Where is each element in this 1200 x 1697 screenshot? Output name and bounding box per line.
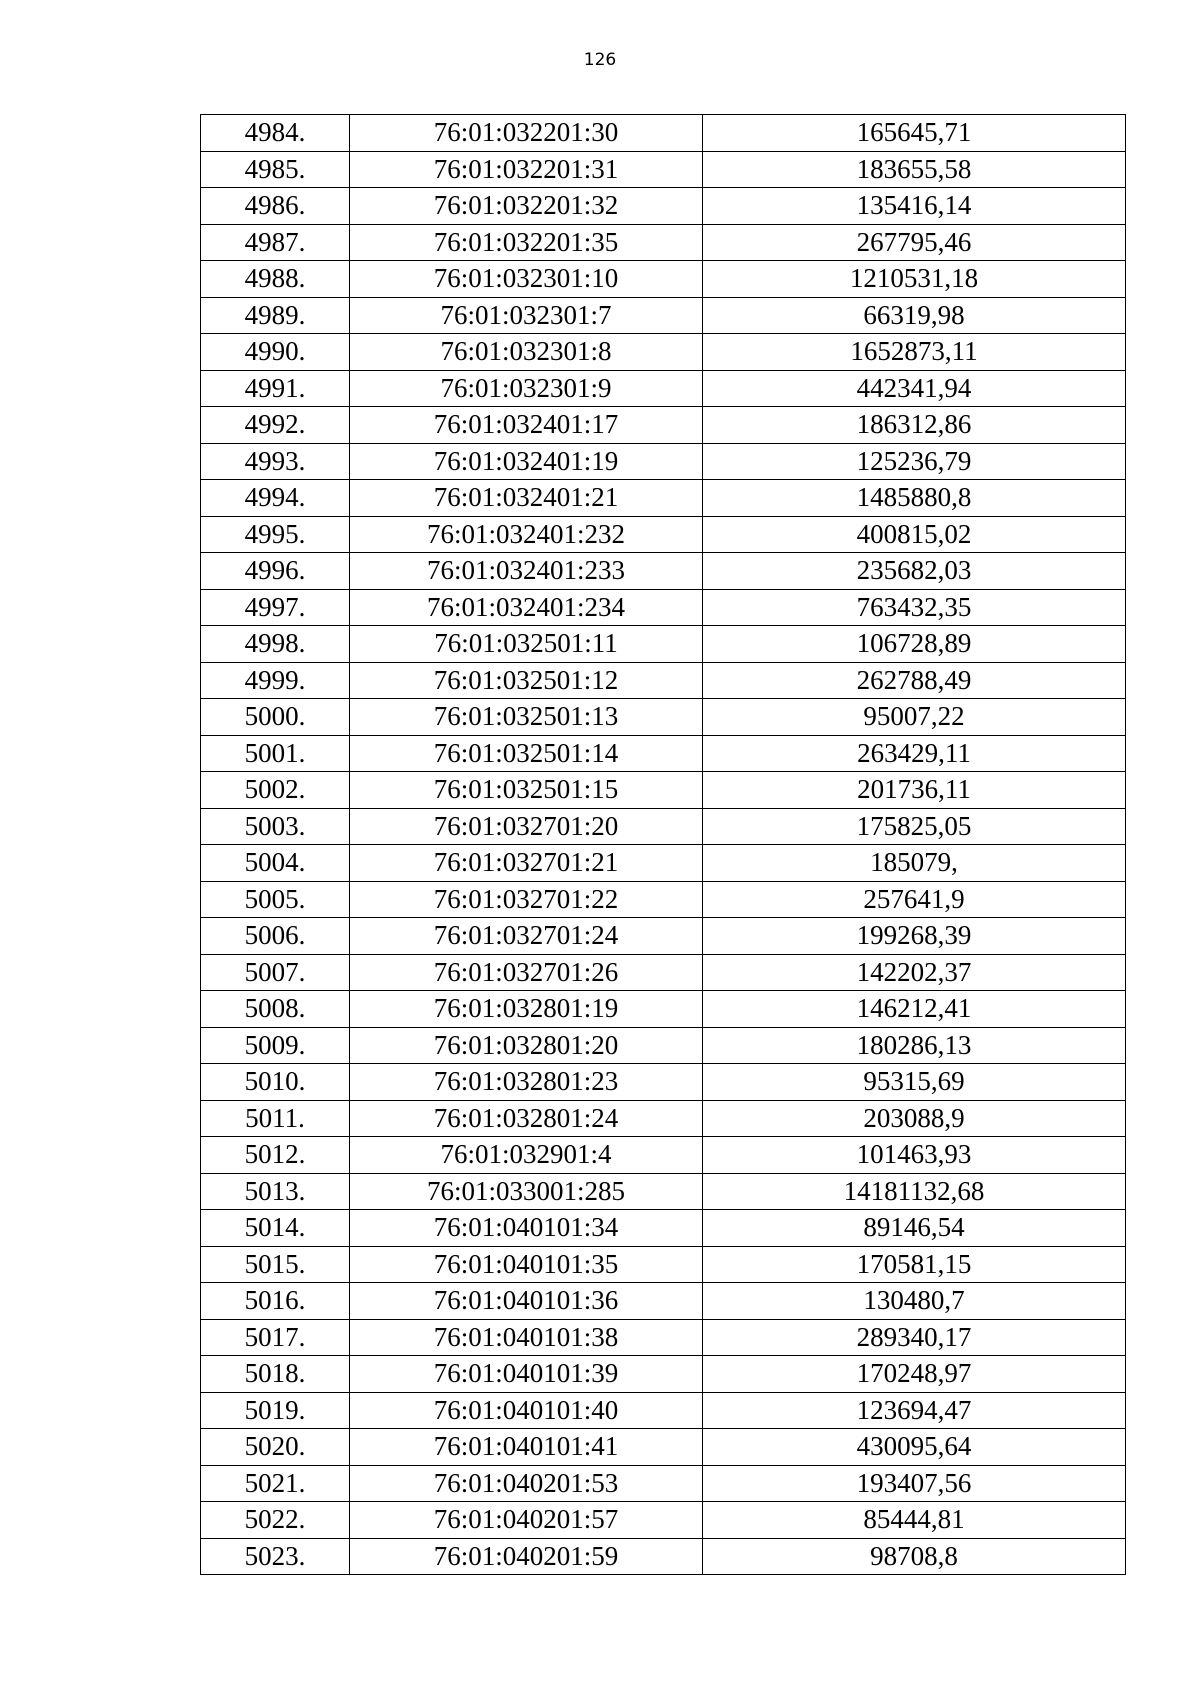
row-number-cell: 4994. xyxy=(201,480,350,517)
table-row xyxy=(201,224,1126,261)
cadastral-number-cell: 76:01:032901:4 xyxy=(350,1137,703,1174)
cadastral-number-cell: 76:01:032301:10 xyxy=(350,261,703,298)
cadastral-number-cell: 76:01:032501:11 xyxy=(350,626,703,663)
table-row xyxy=(201,1246,1126,1283)
row-number-cell: 4998. xyxy=(201,626,350,663)
row-number-cell: 5019. xyxy=(201,1392,350,1429)
row-number-cell: 5015. xyxy=(201,1246,350,1283)
table-row xyxy=(201,1538,1126,1575)
table-row xyxy=(201,1319,1126,1356)
table-body xyxy=(201,115,1126,1575)
cadastral-number-cell: 76:01:040201:53 xyxy=(350,1465,703,1502)
cadastral-value-cell: 146212,41 xyxy=(703,991,1126,1028)
cadastral-number-cell: 76:01:032801:20 xyxy=(350,1027,703,1064)
table-row xyxy=(201,407,1126,444)
table-row xyxy=(201,1210,1126,1247)
cadastral-value-cell: 106728,89 xyxy=(703,626,1126,663)
table-row xyxy=(201,1137,1126,1174)
table-row xyxy=(201,480,1126,517)
cadastral-value-cell: 400815,02 xyxy=(703,516,1126,553)
cadastral-number-cell: 76:01:040101:36 xyxy=(350,1283,703,1320)
cadastral-value-cell: 186312,86 xyxy=(703,407,1126,444)
cadastral-value-cell: 262788,49 xyxy=(703,662,1126,699)
row-number-cell: 4984. xyxy=(201,115,350,152)
table-row xyxy=(201,151,1126,188)
table-row xyxy=(201,297,1126,334)
cadastral-number-cell: 76:01:032401:234 xyxy=(350,589,703,626)
cadastral-value-cell: 180286,13 xyxy=(703,1027,1126,1064)
table-row xyxy=(201,662,1126,699)
table-row xyxy=(201,1502,1126,1539)
cadastral-value-cell: 135416,14 xyxy=(703,188,1126,225)
cadastral-value-cell: 257641,9 xyxy=(703,881,1126,918)
row-number-cell: 4989. xyxy=(201,297,350,334)
cadastral-number-cell: 76:01:032401:21 xyxy=(350,480,703,517)
cadastral-number-cell: 76:01:032801:24 xyxy=(350,1100,703,1137)
row-number-cell: 5001. xyxy=(201,735,350,772)
cadastral-value-cell: 183655,58 xyxy=(703,151,1126,188)
row-number-cell: 5012. xyxy=(201,1137,350,1174)
row-number-cell: 5017. xyxy=(201,1319,350,1356)
row-number-cell: 5021. xyxy=(201,1465,350,1502)
cadastral-number-cell: 76:01:032201:35 xyxy=(350,224,703,261)
cadastral-value-cell: 1210531,18 xyxy=(703,261,1126,298)
cadastral-value-cell: 175825,05 xyxy=(703,808,1126,845)
row-number-cell: 5023. xyxy=(201,1538,350,1575)
table-row xyxy=(201,188,1126,225)
cadastral-number-cell: 76:01:032701:24 xyxy=(350,918,703,955)
row-number-cell: 5008. xyxy=(201,991,350,1028)
cadastral-number-cell: 76:01:032201:30 xyxy=(350,115,703,152)
cadastral-number-cell: 76:01:032701:21 xyxy=(350,845,703,882)
cadastral-number-cell: 76:01:032201:31 xyxy=(350,151,703,188)
cadastral-number-cell: 76:01:033001:285 xyxy=(350,1173,703,1210)
table-row xyxy=(201,954,1126,991)
table-row xyxy=(201,735,1126,772)
row-number-cell: 5000. xyxy=(201,699,350,736)
cadastral-value-cell: 66319,98 xyxy=(703,297,1126,334)
row-number-cell: 4990. xyxy=(201,334,350,371)
cadastral-value-cell: 1485880,8 xyxy=(703,480,1126,517)
cadastral-value-cell: 142202,37 xyxy=(703,954,1126,991)
row-number-cell: 4996. xyxy=(201,553,350,590)
row-number-cell: 4988. xyxy=(201,261,350,298)
cadastral-number-cell: 76:01:040101:39 xyxy=(350,1356,703,1393)
table-row xyxy=(201,626,1126,663)
cadastral-number-cell: 76:01:032501:13 xyxy=(350,699,703,736)
cadastral-number-cell: 76:01:040101:34 xyxy=(350,1210,703,1247)
row-number-cell: 4986. xyxy=(201,188,350,225)
cadastral-value-cell: 193407,56 xyxy=(703,1465,1126,1502)
table-row xyxy=(201,772,1126,809)
row-number-cell: 5022. xyxy=(201,1502,350,1539)
table-row xyxy=(201,370,1126,407)
row-number-cell: 5006. xyxy=(201,918,350,955)
cadastral-value-cell: 289340,17 xyxy=(703,1319,1126,1356)
cadastral-value-cell: 763432,35 xyxy=(703,589,1126,626)
cadastral-number-cell: 76:01:032401:19 xyxy=(350,443,703,480)
cadastral-value-cell: 185079, xyxy=(703,845,1126,882)
cadastral-value-cell: 95007,22 xyxy=(703,699,1126,736)
page-number: 126 xyxy=(583,50,617,70)
cadastral-number-cell: 76:01:032401:17 xyxy=(350,407,703,444)
table-row xyxy=(201,1465,1126,1502)
cadastral-number-cell: 76:01:040101:41 xyxy=(350,1429,703,1466)
row-number-cell: 4995. xyxy=(201,516,350,553)
cadastral-number-cell: 76:01:032701:20 xyxy=(350,808,703,845)
row-number-cell: 4987. xyxy=(201,224,350,261)
row-number-cell: 5002. xyxy=(201,772,350,809)
row-number-cell: 5016. xyxy=(201,1283,350,1320)
table-row xyxy=(201,1392,1126,1429)
cadastral-number-cell: 76:01:032701:22 xyxy=(350,881,703,918)
table-row xyxy=(201,699,1126,736)
table-row xyxy=(201,1283,1126,1320)
cadastral-number-cell: 76:01:032801:23 xyxy=(350,1064,703,1101)
row-number-cell: 5009. xyxy=(201,1027,350,1064)
cadastral-number-cell: 76:01:040101:35 xyxy=(350,1246,703,1283)
cadastral-value-cell: 98708,8 xyxy=(703,1538,1126,1575)
table-row xyxy=(201,1027,1126,1064)
row-number-cell: 5010. xyxy=(201,1064,350,1101)
cadastral-number-cell: 76:01:032501:12 xyxy=(350,662,703,699)
cadastral-number-cell: 76:01:032401:233 xyxy=(350,553,703,590)
row-number-cell: 5003. xyxy=(201,808,350,845)
row-number-cell: 5013. xyxy=(201,1173,350,1210)
cadastral-value-cell: 267795,46 xyxy=(703,224,1126,261)
cadastral-number-cell: 76:01:032501:14 xyxy=(350,735,703,772)
cadastral-value-cell: 1652873,11 xyxy=(703,334,1126,371)
cadastral-number-cell: 76:01:032401:232 xyxy=(350,516,703,553)
row-number-cell: 5004. xyxy=(201,845,350,882)
row-number-cell: 5011. xyxy=(201,1100,350,1137)
table-row xyxy=(201,443,1126,480)
row-number-cell: 4993. xyxy=(201,443,350,480)
row-number-cell: 5014. xyxy=(201,1210,350,1247)
row-number-cell: 4997. xyxy=(201,589,350,626)
cadastral-number-cell: 76:01:032301:8 xyxy=(350,334,703,371)
table-row xyxy=(201,261,1126,298)
cadastral-value-cell: 201736,11 xyxy=(703,772,1126,809)
cadastral-value-cell: 125236,79 xyxy=(703,443,1126,480)
table-row xyxy=(201,1356,1126,1393)
row-number-cell: 5005. xyxy=(201,881,350,918)
cadastral-value-cell: 235682,03 xyxy=(703,553,1126,590)
cadastral-value-table xyxy=(200,114,1126,1575)
cadastral-value-cell: 165645,71 xyxy=(703,115,1126,152)
table-row xyxy=(201,881,1126,918)
cadastral-value-cell: 123694,47 xyxy=(703,1392,1126,1429)
cadastral-value-cell: 170581,15 xyxy=(703,1246,1126,1283)
cadastral-number-cell: 76:01:032501:15 xyxy=(350,772,703,809)
row-number-cell: 4992. xyxy=(201,407,350,444)
row-number-cell: 5007. xyxy=(201,954,350,991)
cadastral-number-cell: 76:01:040201:59 xyxy=(350,1538,703,1575)
row-number-cell: 4985. xyxy=(201,151,350,188)
table-row xyxy=(201,115,1126,152)
cadastral-number-cell: 76:01:032801:19 xyxy=(350,991,703,1028)
table-row xyxy=(201,808,1126,845)
table-row xyxy=(201,1173,1126,1210)
row-number-cell: 5020. xyxy=(201,1429,350,1466)
table-row xyxy=(201,1064,1126,1101)
cadastral-value-cell: 14181132,68 xyxy=(703,1173,1126,1210)
cadastral-value-cell: 85444,81 xyxy=(703,1502,1126,1539)
table-row xyxy=(201,553,1126,590)
cadastral-value-cell: 130480,7 xyxy=(703,1283,1126,1320)
cadastral-value-cell: 442341,94 xyxy=(703,370,1126,407)
row-number-cell: 5018. xyxy=(201,1356,350,1393)
cadastral-value-cell: 89146,54 xyxy=(703,1210,1126,1247)
table-row xyxy=(201,1429,1126,1466)
table-row xyxy=(201,589,1126,626)
cadastral-number-cell: 76:01:040101:40 xyxy=(350,1392,703,1429)
cadastral-number-cell: 76:01:040101:38 xyxy=(350,1319,703,1356)
cadastral-value-cell: 430095,64 xyxy=(703,1429,1126,1466)
table-row xyxy=(201,845,1126,882)
row-number-cell: 4991. xyxy=(201,370,350,407)
cadastral-value-cell: 101463,93 xyxy=(703,1137,1126,1174)
table-row xyxy=(201,918,1126,955)
table-row xyxy=(201,1100,1126,1137)
table-row xyxy=(201,516,1126,553)
table-row xyxy=(201,991,1126,1028)
cadastral-value-cell: 199268,39 xyxy=(703,918,1126,955)
cadastral-number-cell: 76:01:032301:9 xyxy=(350,370,703,407)
table-row xyxy=(201,334,1126,371)
cadastral-value-cell: 203088,9 xyxy=(703,1100,1126,1137)
cadastral-value-cell: 95315,69 xyxy=(703,1064,1126,1101)
cadastral-number-cell: 76:01:040201:57 xyxy=(350,1502,703,1539)
cadastral-number-cell: 76:01:032701:26 xyxy=(350,954,703,991)
cadastral-value-cell: 263429,11 xyxy=(703,735,1126,772)
cadastral-number-cell: 76:01:032201:32 xyxy=(350,188,703,225)
cadastral-value-cell: 170248,97 xyxy=(703,1356,1126,1393)
row-number-cell: 4999. xyxy=(201,662,350,699)
cadastral-number-cell: 76:01:032301:7 xyxy=(350,297,703,334)
